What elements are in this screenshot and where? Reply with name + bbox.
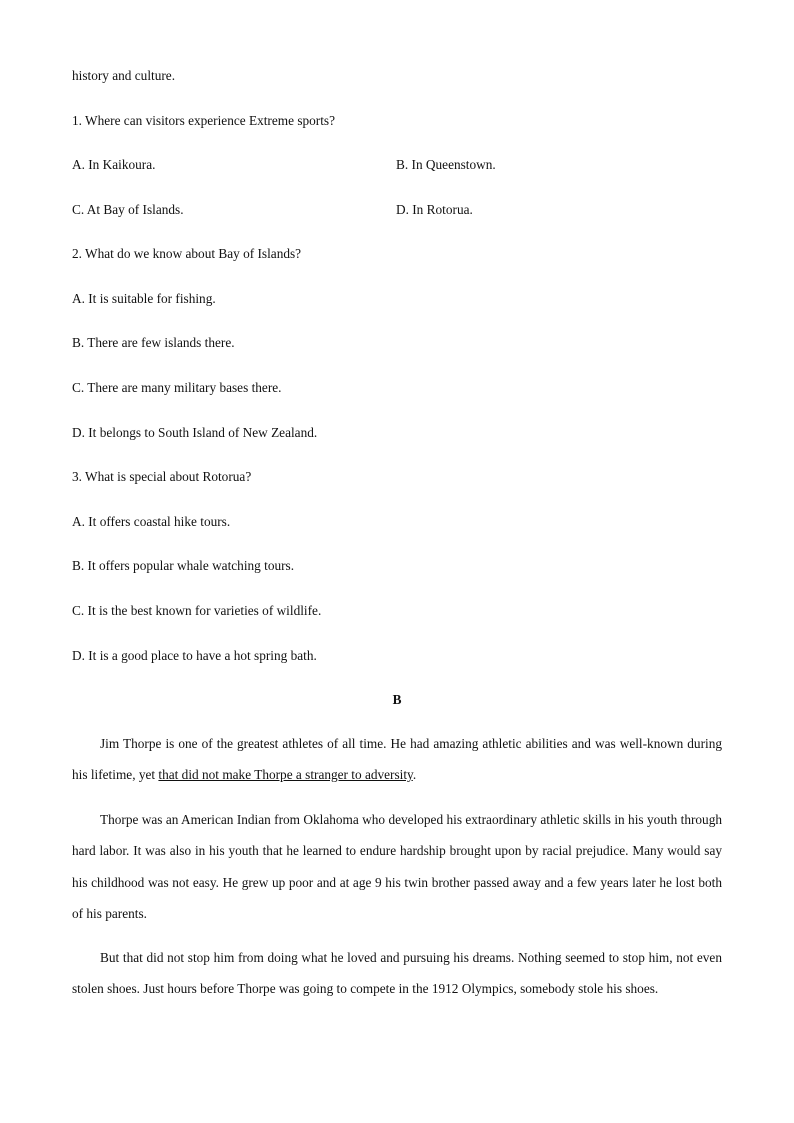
question-1-option-d: D. In Rotorua. [396, 202, 473, 217]
question-2-stem: 2. What do we know about Bay of Islands? [72, 246, 302, 261]
passage-paragraph-2: Thorpe was an American Indian from Oklahoma who developed his extraordinary athletic skills in his youth through hard labor. It was also in his youth that he learned to endure hardship brought upon by racial prejudice. Many would say his childhood was not easy. He grew up poor and at age 9 his twin brother passed away and a few years later he lost both of his parents. [72, 812, 722, 921]
passage-paragraph-3: But that did not stop him from doing what he loved and pursuing his dreams. Nothing seemed to stop him, not even stolen shoes. Just hours before Thorpe was going to compete in the 1912 Olympics, somebody stole his shoes. [72, 950, 722, 997]
question-1-option-a: A. In Kaikoura. [72, 157, 156, 172]
paragraph-1-text-before: Jim Thorpe is one of the greatest athletes of all time. He had amazing athletic abilities and was well-known during his lifetime, yet [72, 736, 722, 783]
question-1-stem: 1. Where can visitors experience Extreme sports? [72, 113, 336, 128]
question-1-option-c: C. At Bay of Islands. [72, 202, 184, 217]
question-2-option-d: D. It belongs to South Island of New Zealand. [72, 425, 318, 440]
question-3-option-a: A. It offers coastal hike tours. [72, 514, 231, 529]
underlined-phrase: that did not make Thorpe a stranger to adversity [158, 767, 413, 783]
question-3-option-d: D. It is a good place to have a hot spring bath. [72, 648, 317, 663]
question-2-option-b: B. There are few islands there. [72, 335, 235, 350]
intro-fragment: history and culture. [72, 68, 176, 83]
paragraph-1-text-after: . [412, 767, 417, 783]
question-3-option-b: B. It offers popular whale watching tours. [72, 558, 295, 573]
question-2-option-a: A. It is suitable for fishing. [72, 291, 216, 306]
section-heading: B [392, 692, 402, 707]
question-1-option-b: B. In Queenstown. [396, 157, 496, 172]
passage-paragraph-1 [72, 728, 722, 791]
question-3-stem: 3. What is special about Rotorua? [72, 469, 252, 484]
question-3-option-c: C. It is the best known for varieties of wildlife. [72, 603, 322, 618]
question-2-option-c: C. There are many military bases there. [72, 380, 282, 395]
